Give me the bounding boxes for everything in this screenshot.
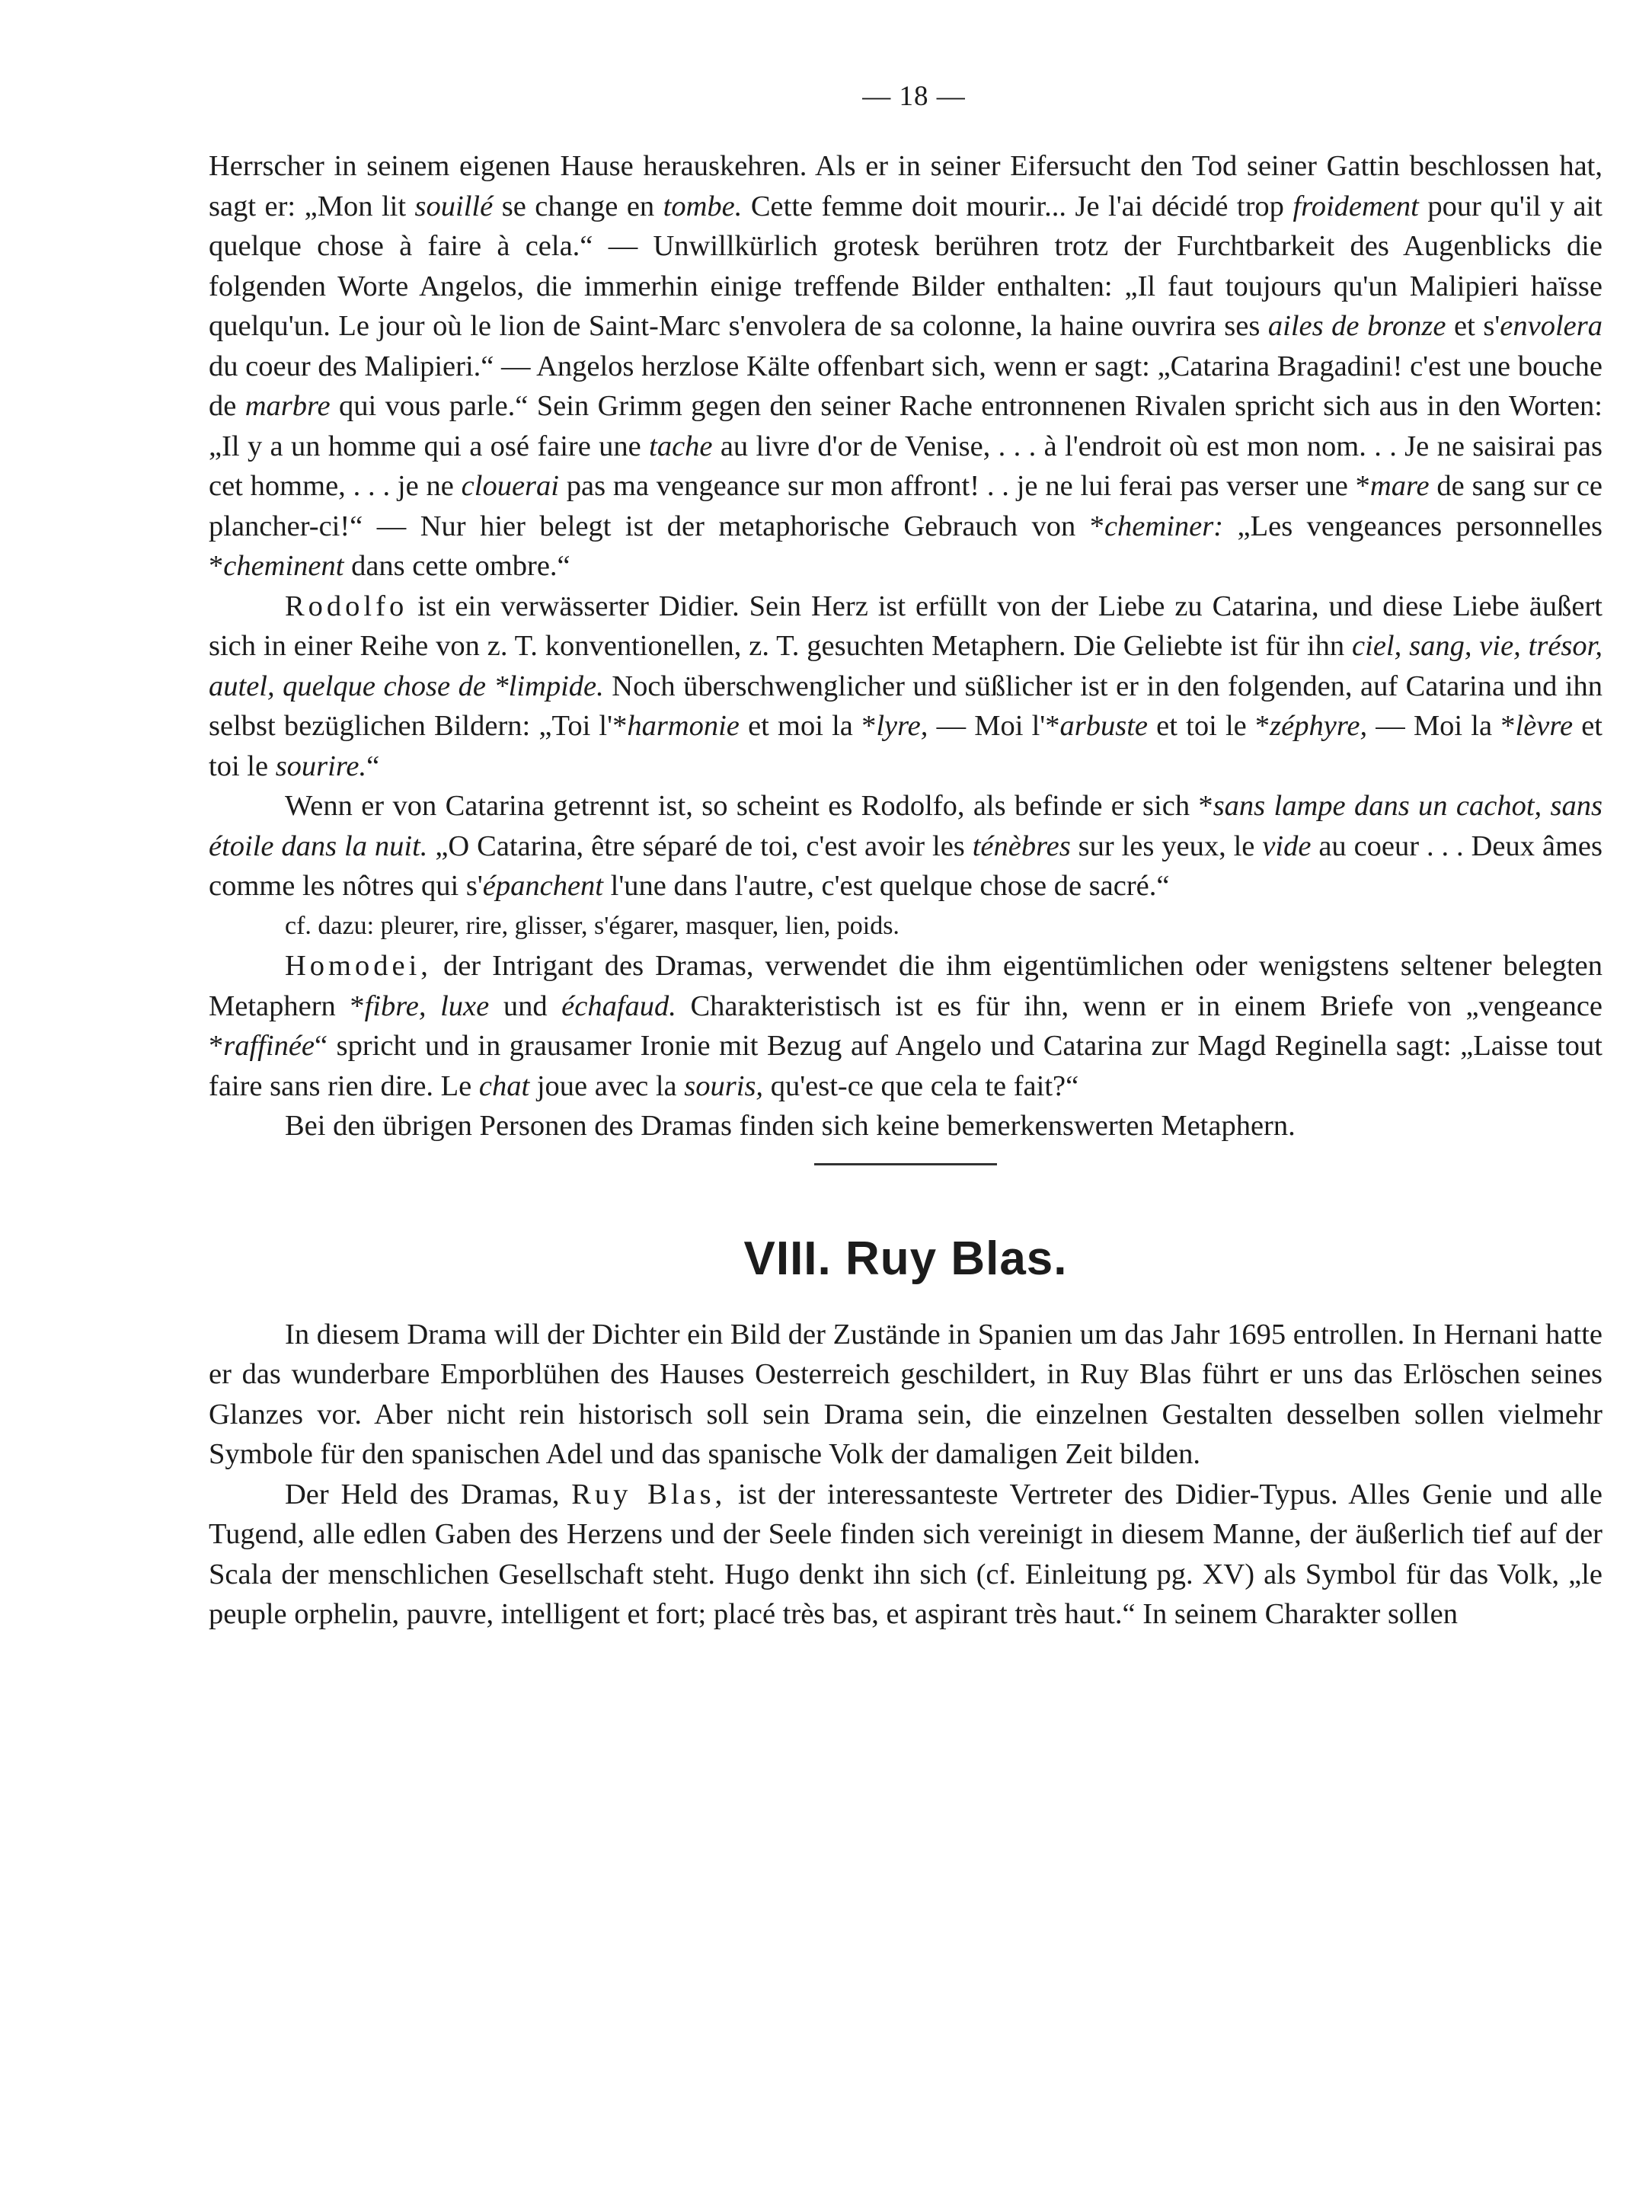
italic-span: harmonie: [627, 710, 740, 742]
italic-span: lèvre: [1515, 710, 1574, 742]
text-span: pas ma vengeance sur mon affront! . . je ne lui ferai pas verser une *: [558, 470, 1370, 502]
text-span: dans cette ombre.“: [344, 550, 570, 582]
text-span: “ spricht und in grausamer Ironie mit Bezug auf Angelo und Catarina zur Magd Reginella sagt: „Laisse tout faire sans rien dire. Le: [209, 1030, 1602, 1102]
body-text: [209, 146, 1602, 1635]
paragraph: [209, 786, 1602, 906]
italic-span: mare: [1369, 470, 1430, 502]
text-span: Bei den übrigen Personen des Dramas finden sich keine bemerkenswerten Metaphern.: [285, 1110, 1296, 1142]
text-span: au coeur . . . Deux âmes comme les nôtres qui s': [209, 830, 1602, 902]
italic-span: envolera: [1500, 310, 1602, 342]
italic-span: souris,: [684, 1069, 764, 1102]
text-span: der Intrigant des Dramas, verwendet die ihm eigentümlichen oder wenigstens seltener belegten Metaphern *: [209, 950, 1602, 1022]
text-span: „Les vengeances personnelles *: [209, 510, 1603, 582]
text-span: au livre d'or de Venise, . . . à l'endroit où est mon nom. . . Je ne saisirai pas cet homme, . . . je ne: [209, 430, 1602, 502]
italic-span: cheminer:: [1104, 510, 1224, 542]
text-span: „O Catarina, être séparé de toi, c'est avoir les: [427, 830, 973, 862]
italic-span: souillé: [414, 190, 494, 222]
text-span: Der Held des Dramas,: [285, 1478, 572, 1510]
text-span: ist der interessanteste Vertreter des Didier-Typus. Alles Genie und alle Tugend, alle edlen Gaben des Herzens und der Seele finden sich vereinigt in diesem Manne, der äußerlich tief auf der Scala der menschlichen Gesellschaft steht. Hugo denkt ihn sich (cf. Einleitung pg. XV) als Symbol für das Volk, „le peuple orphelin, pauvre, intelligent et fort; placé très bas, et aspirant très haut.“ In seinem Charakter sollen: [209, 1478, 1602, 1630]
italic-span: ailes de bronze: [1267, 310, 1446, 342]
paragraph: [209, 1315, 1602, 1475]
text-span: qu'est-ce que cela te fait?“: [763, 1069, 1079, 1102]
italic-span: zéphyre,: [1270, 710, 1368, 742]
italic-span: épanchent: [482, 870, 604, 902]
italic-span: froidement: [1293, 190, 1419, 222]
italic-span: ciel, sang, vie, trésor, autel, quelque chose de *limpide.: [209, 630, 1602, 702]
page-number: — 18 —: [862, 81, 966, 112]
italic-span: chat: [478, 1069, 530, 1102]
spaced-name: Homodei,: [285, 950, 432, 982]
text-span: se change en: [493, 190, 663, 222]
italic-span: arbuste: [1059, 710, 1148, 742]
text-span: Charakteristisch ist es für ihn, wenn er in einem Briefe von „vengeance *: [209, 989, 1603, 1062]
text-span: l'une dans l'autre, c'est quelque chose de sacré.“: [603, 870, 1170, 902]
text-span: de sang sur ce plancher-ci!“ — Nur hier belegt ist der metaphorische Gebrauch von *: [209, 470, 1602, 542]
italic-span: marbre: [244, 390, 331, 422]
section-heading: VIII. Ruy Blas.: [743, 1232, 1068, 1285]
text-span: et moi la *: [739, 710, 877, 742]
italic-span: tache: [649, 430, 713, 462]
italic-span: sourire.: [275, 750, 367, 782]
text-span: et s': [1446, 310, 1500, 342]
italic-span: raffinée: [223, 1030, 315, 1062]
text-span: ist ein verwässerter Didier. Sein Herz ist erfüllt von der Liebe zu Catarina, und diese Liebe äußert sich in einer Reihe von z. T. konventionellen, z. T. gesuchten Metaphern. Die Geliebte ist für ihn: [209, 590, 1602, 662]
text-span: cf. dazu: pleurer, rire, glisser, s'égarer, masquer, lien, poids.: [285, 911, 899, 940]
paragraph-note: [209, 906, 1602, 947]
paragraph: [209, 587, 1602, 787]
italic-span: fibre, luxe: [364, 989, 490, 1022]
text-span: — Moi l'*: [928, 710, 1060, 742]
text-span: sur les yeux, le: [1070, 830, 1263, 862]
text-span: “: [366, 750, 380, 782]
spaced-name: Ruy Blas,: [571, 1478, 727, 1510]
text-span: et toi le *: [1147, 710, 1270, 742]
text-span: joue avec la: [529, 1069, 685, 1102]
paragraph: [209, 1475, 1602, 1635]
paragraph: [209, 146, 1602, 587]
italic-span: lyre,: [876, 710, 928, 742]
text-span: pour qu'il y ait quelque chose à faire à cela.“ — Unwillkürlich grotesk berühren trotz der Furchtbarkeit des Augenblicks die folgenden Worte Angelos, die immerhin einige treffende Bilder enthalten: „Il faut toujours qu'un Malipieri haïsse quelqu'un. Le jour où le lion de Saint-Marc s'envolera de sa colonne, la haine ouvrira ses: [209, 190, 1602, 342]
text-span: Herrscher in seinem eigenen Hause herauskehren. Als er in seiner Eifersucht den Tod seiner Gattin beschlossen hat, sagt er: „Mon lit: [209, 150, 1602, 222]
italic-span: tombe.: [663, 190, 743, 222]
italic-span: ténèbres: [972, 830, 1071, 862]
text-span: Cette femme doit mourir... Je l'ai décidé trop: [742, 190, 1293, 222]
text-span: Wenn er von Catarina getrennt ist, so scheint es Rodolfo, als befinde er sich *: [285, 790, 1213, 822]
italic-span: clouerai: [461, 470, 559, 502]
text-span: qui vous parle.“ Sein Grimm gegen den seiner Rache entronnenen Rivalen spricht sich aus in den Worten: „Il y a un homme qui a osé faire une: [209, 390, 1602, 462]
italic-span: cheminent: [223, 550, 344, 582]
italic-span: échafaud.: [561, 989, 676, 1022]
spaced-name: Rodolfo: [285, 590, 408, 622]
text-span: In diesem Drama will der Dichter ein Bild der Zustände in Spanien um das Jahr 1695 entrollen. In Hernani hatte er das wunderbare Emporblühen des Hauses Oesterreich geschildert, in Ruy Blas führt er uns das Erlöschen seines Glanzes vor. Aber nicht rein historisch soll sein Drama sein, die einzelnen Gestalten desselben sollen vielmehr Symbole für den spanischen Adel und das spanische Volk der damaligen Zeit bilden.: [209, 1318, 1602, 1470]
text-span: et toi le: [209, 710, 1602, 782]
text-span: du coeur des Malipieri.“ — Angelos herzlose Kälte offenbart sich, wenn er sagt: „Catarina Bragadini! c'est une bouche de: [209, 350, 1602, 422]
italic-span: sans lampe dans un cachot, sans étoile dans la nuit.: [209, 790, 1602, 862]
text-span: — Moi la *: [1367, 710, 1516, 742]
section-divider: [814, 1163, 997, 1165]
paragraph: [209, 946, 1602, 1106]
text-span: und: [489, 989, 562, 1022]
text-span: Noch überschwenglicher und süßlicher ist er in den folgenden, auf Catarina und ihn selbst bezüglichen Bildern: „Toi l'*: [209, 670, 1602, 742]
italic-span: vide: [1262, 830, 1312, 862]
paragraph: [209, 1106, 1602, 1146]
